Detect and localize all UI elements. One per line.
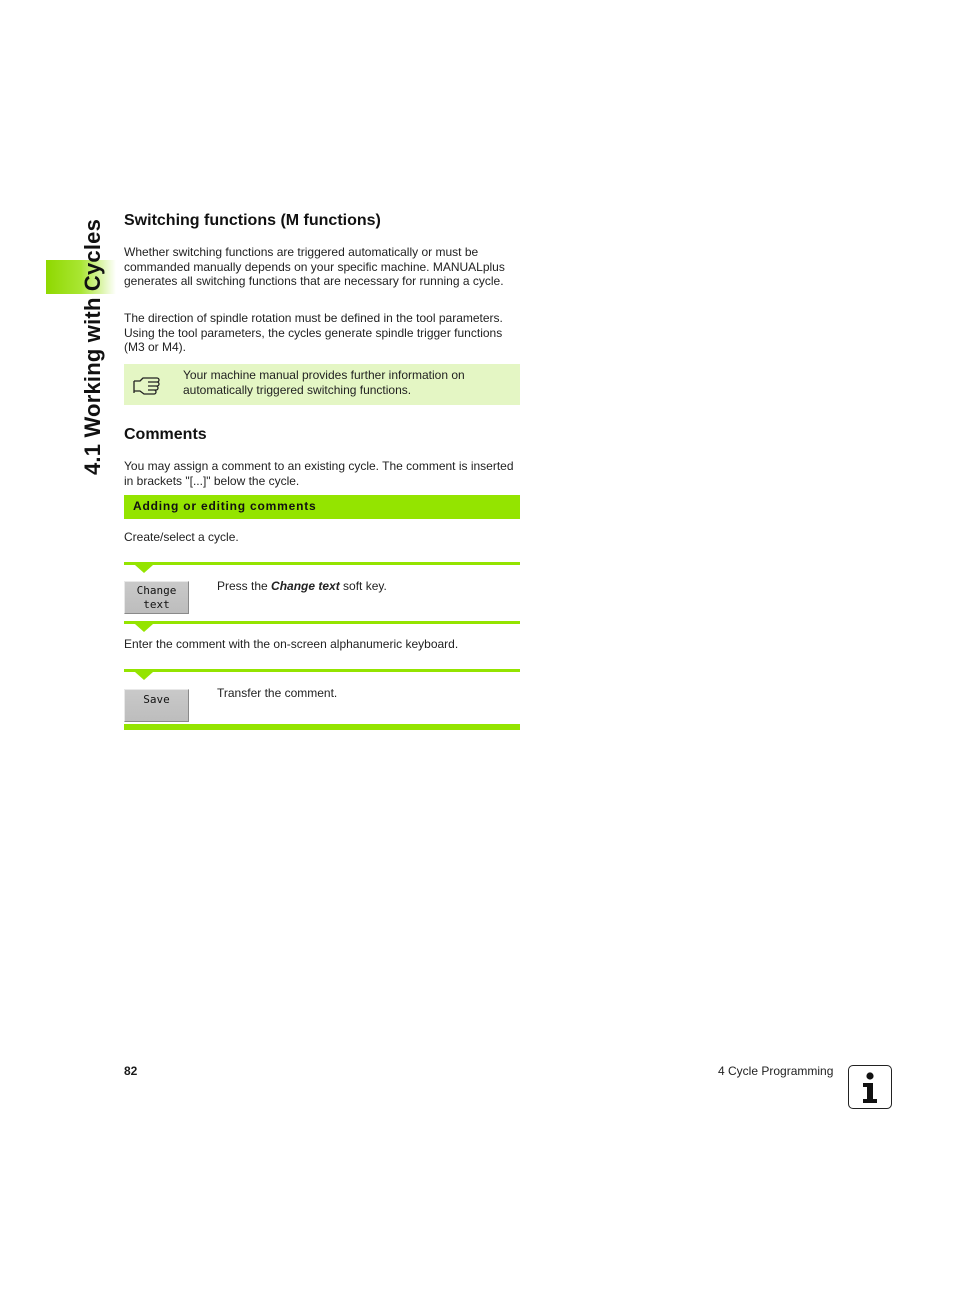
- save-softkey[interactable]: [124, 689, 189, 722]
- procedure-title: Adding or editing comments: [133, 499, 317, 513]
- comments-paragraph: You may assign a comment to an existing cycle. The comment is inserted in brackets "[...]" below the cycle.: [124, 459, 514, 488]
- pointing-hand-icon: [132, 372, 164, 396]
- section-heading-comments: Comments: [124, 426, 207, 443]
- switching-functions-paragraph-2: The direction of spindle rotation must be defined in the tool parameters. Using the tool parameters, the cycles generate spindle trigger functions (M3 or M4).: [124, 311, 503, 354]
- chapter-side-title: 4.1 Working with Cycles: [80, 218, 105, 475]
- change-text-softkey[interactable]: [124, 581, 189, 614]
- switching-functions-paragraph-1: Whether switching functions are triggered automatically or must be commanded manually depends on your specific machine. MANUALplus generates all switching functions that are necessary for running a cycle.: [124, 245, 505, 288]
- section-heading-switching-functions: Switching functions (M functions): [124, 212, 381, 229]
- procedure-end-bar: [124, 724, 520, 730]
- step-arrow-icon: [135, 565, 153, 573]
- procedure-header: [124, 495, 520, 519]
- note-text: Your machine manual provides further information on automatically triggered switching functions.: [183, 368, 465, 397]
- softkey-label-line2: text: [143, 598, 170, 611]
- step-text-suffix: soft key.: [339, 579, 387, 593]
- note-box: [124, 364, 520, 405]
- procedure-step-press-change-text: [217, 579, 387, 593]
- procedure-step-transfer-comment: Transfer the comment.: [217, 686, 338, 700]
- procedure-step-create-select: Create/select a cycle.: [124, 530, 239, 544]
- step-separator: [124, 562, 520, 565]
- softkey-label-line1: Save: [143, 693, 170, 706]
- page-number: 82: [124, 1064, 138, 1078]
- info-icon: [848, 1065, 892, 1109]
- step-text-prefix: Press the: [217, 579, 272, 593]
- footer-chapter-title: 4 Cycle Programming: [718, 1064, 834, 1078]
- step-text-emphasis: Change text: [271, 579, 340, 593]
- step-separator: [124, 621, 520, 624]
- softkey-label-line1: Change: [136, 584, 177, 597]
- step-arrow-icon: [135, 624, 153, 632]
- step-separator: [124, 669, 520, 672]
- procedure-step-enter-comment: Enter the comment with the on-screen alphanumeric keyboard.: [124, 637, 459, 651]
- step-arrow-icon: [135, 672, 153, 680]
